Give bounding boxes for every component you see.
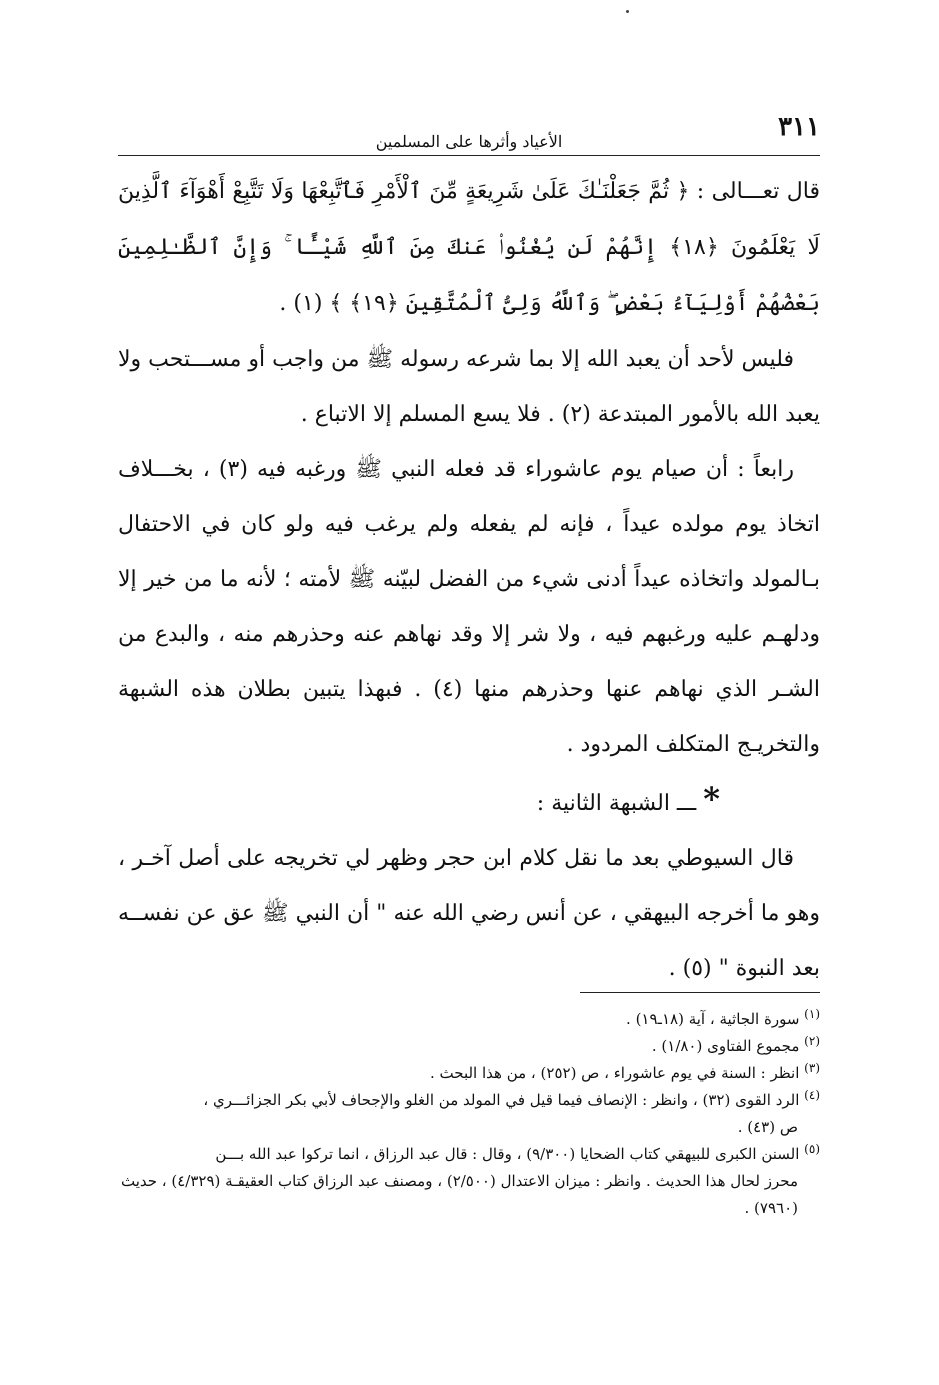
- footnote-5: [118, 1141, 820, 1168]
- footnotes: [118, 1006, 820, 1222]
- footnote-4: [118, 1087, 820, 1114]
- page-speck: [626, 10, 629, 13]
- footnote-2: [118, 1033, 820, 1060]
- section-heading: ـــ الشبهة الثانية :: [536, 791, 697, 816]
- footnote-text: السنن الكبرى للبيهقي كتاب الضحايا (٩/٣٠٠) ، وقال : قال عبد الرزاق ، انما تركوا عبد الله بـــن: [215, 1145, 800, 1163]
- footnote-number: (٢): [804, 1034, 820, 1048]
- footnote-3: [118, 1060, 820, 1087]
- quran-paragraph: قال تعـــالى : ﴿ ثُمَّ جَعَلْنَـٰكَ عَلَىٰ شَرِيعَةٍ مِّنَ ٱلْأَمْرِ فَٱتَّبِعْهَا وَلَا تَتَّبِعْ أَهْوَآءَ ٱلَّذِينَ لَا يَعْلَمُونَ ﴿١٨﴾ إِنَّهُمْ لَن يُغْنُوا۟ عَنكَ مِنَ ٱللَّهِ شَيْـًٔا ۚ وَإِنَّ ٱلظَّـٰلِمِينَ بَعْضُهُمْ أَوْلِيَآءُ بَعْضٍ ۖ وَٱللَّهُ وَلِىُّ ٱلْمُتَّقِينَ ﴿١٩﴾ ﴾ (١) .: [118, 179, 820, 316]
- paragraph-worship: فليس لأحد أن يعبد الله إلا بما شرعه رسوله ﷺ من واجب أو مســـتحب ولا يعبد الله بالأمور المبتدعة (٢) . فلا يسع المسلم إلا الاتباع .: [118, 347, 820, 427]
- footnote-1: [118, 1006, 820, 1033]
- paragraph-suyuti: قال السيوطي بعد ما نقل كلام ابن حجر وظهر لي تخريجه على أصل آخـر ، وهو ما أخرجه البيهقي ، عن أنس رضي الله عنه " أن النبي ﷺ عق عن نفســه بعد النبوة " (٥) .: [118, 846, 820, 981]
- footnote-number: (١): [804, 1007, 820, 1021]
- footnote-text: انظر : السنة في يوم عاشوراء ، ص (٢٥٢) ، من هذا البحث .: [430, 1064, 800, 1082]
- footnote-number: (٣): [804, 1061, 820, 1075]
- footnote-5-continued: محرز لحال هذا الحديث . وانظر : ميزان الاعتدال (٢/٥٠٠) ، ومصنف عبد الرزاق كتاب العقيقـة (٤/٣٢٩) ، حديث (٧٩٦٠) .: [120, 1172, 798, 1217]
- footnote-number: (٥): [804, 1142, 820, 1156]
- section-marker: *: [703, 780, 720, 818]
- header-rule: [118, 155, 820, 156]
- footnote-4-continued: ص (٤٣) .: [737, 1118, 798, 1136]
- main-text: [118, 164, 820, 996]
- footnote-text: سورة الجاثية ، آية (١٨ـ١٩) .: [626, 1010, 800, 1028]
- section-heading-line: [118, 772, 820, 831]
- footnote-rule: [580, 992, 820, 993]
- footnote-text: مجموع الفتاوى (١/٨٠) .: [651, 1037, 800, 1055]
- page-header: [118, 112, 820, 160]
- running-title: الأعياد وأثرها على المسلمين: [375, 132, 563, 151]
- footnote-number: (٤): [804, 1088, 820, 1102]
- paragraph-fourth-point: رابعاً : أن صيام يوم عاشوراء قد فعله النبي ﷺ ورغبه فيه (٣) ، بخـــلاف اتخاذ يوم مولده عيداً ، فإنه لم يفعله ولم يرغب فيه ولو كان في الاحتفال بـالمولد واتخاذه عيداً أدنى شيء من الفضل لبيّنه ﷺ لأمته ؛ لأنه ما من خير إلا ودلهـم عليه ورغبهم فيه ، ولا شر إلا وقد نهاهم عنه وحذرهم منه ، والبدع من الشـر الذي نهاهم عنها وحذرهم منها (٤) . فبهذا يتبين بطلان هذه الشبهة والتخريـج المتكلف المردود .: [118, 457, 820, 757]
- footnote-text: الرد القوى (٣٢) ، وانظر : الإنصاف فيما قيل في المولد من الغلو والإجحاف لأبي بكر الجزائـــري ،: [203, 1091, 800, 1109]
- page-number: ٣١١: [778, 112, 820, 142]
